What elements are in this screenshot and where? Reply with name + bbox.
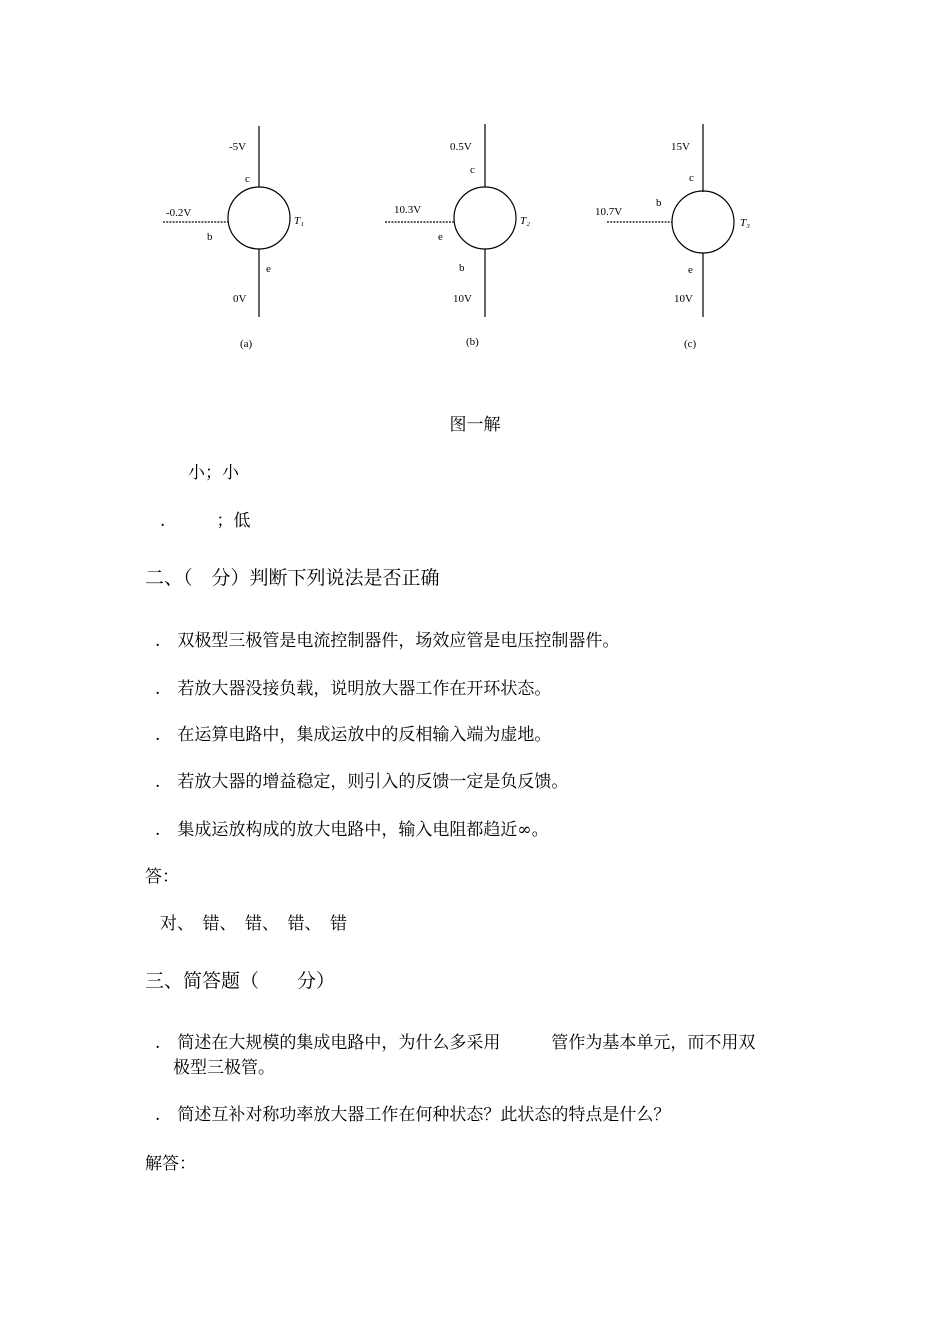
circuit-c-top-terminal: c <box>689 172 694 184</box>
section2-answer: 对、 错、 错、 错、 错 <box>160 914 347 934</box>
section3-answer-label: 解答： <box>145 1154 196 1174</box>
answer-line-1: 小；小 <box>188 463 239 483</box>
circuit-a-top-voltage: -5V <box>229 141 247 153</box>
circuit-a-top-terminal: c <box>245 173 250 185</box>
section2-item-4: . 若放大器的增益稳定，则引入的反馈一定是负反馈。 <box>155 772 569 792</box>
circuit-b-left-terminal: e <box>438 231 443 243</box>
circuit-b-top-voltage: 0.5V <box>450 141 472 153</box>
section2-heading: 二、（ 分）判断下列说法是否正确 <box>145 567 440 589</box>
circuit-c-bottom-terminal: e <box>688 264 693 276</box>
circuit-b-left-voltage: 10.3V <box>394 204 422 216</box>
circuit-c-top-voltage: 15V <box>671 141 690 153</box>
circuit-a-bottom-voltage: 0V <box>233 293 247 305</box>
answer-line-2: . ；低 <box>160 511 251 531</box>
section2-item-5: . 集成运放构成的放大电路中，输入电阻都趋近∞。 <box>155 820 549 840</box>
figure-caption: 图一解 <box>449 415 501 435</box>
section3-heading: 三、简答题（ 分） <box>145 970 336 992</box>
circuit-c-left-voltage: 10.7V <box>595 206 623 218</box>
circuit-a-left-terminal: b <box>207 231 213 243</box>
circuit-b-transistor-label: T₂ <box>520 215 530 227</box>
circuit-b-bottom-terminal: b <box>459 262 465 274</box>
circuit-a-sub-label: (a) <box>240 338 253 350</box>
transistor-figure <box>0 0 950 400</box>
section3-question-1-line-2: 极型三极管。 <box>173 1058 275 1078</box>
circuit-a-bottom-terminal: e <box>266 263 271 275</box>
circuit-c-transistor-label: T₃ <box>740 217 750 229</box>
circuit-a <box>163 126 290 317</box>
circuit-c-sub-label: (c) <box>684 338 697 350</box>
section2-item-3: . 在运算电路中，集成运放中的反相输入端为虚地。 <box>155 725 552 745</box>
section2-item-2: . 若放大器没接负载，说明放大器工作在开环状态。 <box>155 679 552 699</box>
section2-item-1: . 双极型三极管是电流控制器件，场效应管是电压控制器件。 <box>155 631 620 651</box>
circuit-a-transistor-label: T₁ <box>294 215 304 227</box>
section3-question-2: . 简述互补对称功率放大器工作在何种状态？此状态的特点是什么？ <box>155 1105 671 1125</box>
section2-answer-label: 答： <box>145 867 179 887</box>
circuit-c-bottom-voltage: 10V <box>674 293 693 305</box>
section3-question-1-line-1: . 简述在大规模的集成电路中，为什么多采用 管作为基本单元，而不用双 <box>155 1033 756 1053</box>
circuit-b-top-terminal: c <box>470 164 475 176</box>
circuit-b-bottom-voltage: 10V <box>453 293 472 305</box>
circuit-c-left-terminal: b <box>656 197 662 209</box>
circuit-b-sub-label: (b) <box>466 336 479 348</box>
circuit-a-left-voltage: -0.2V <box>166 207 192 219</box>
